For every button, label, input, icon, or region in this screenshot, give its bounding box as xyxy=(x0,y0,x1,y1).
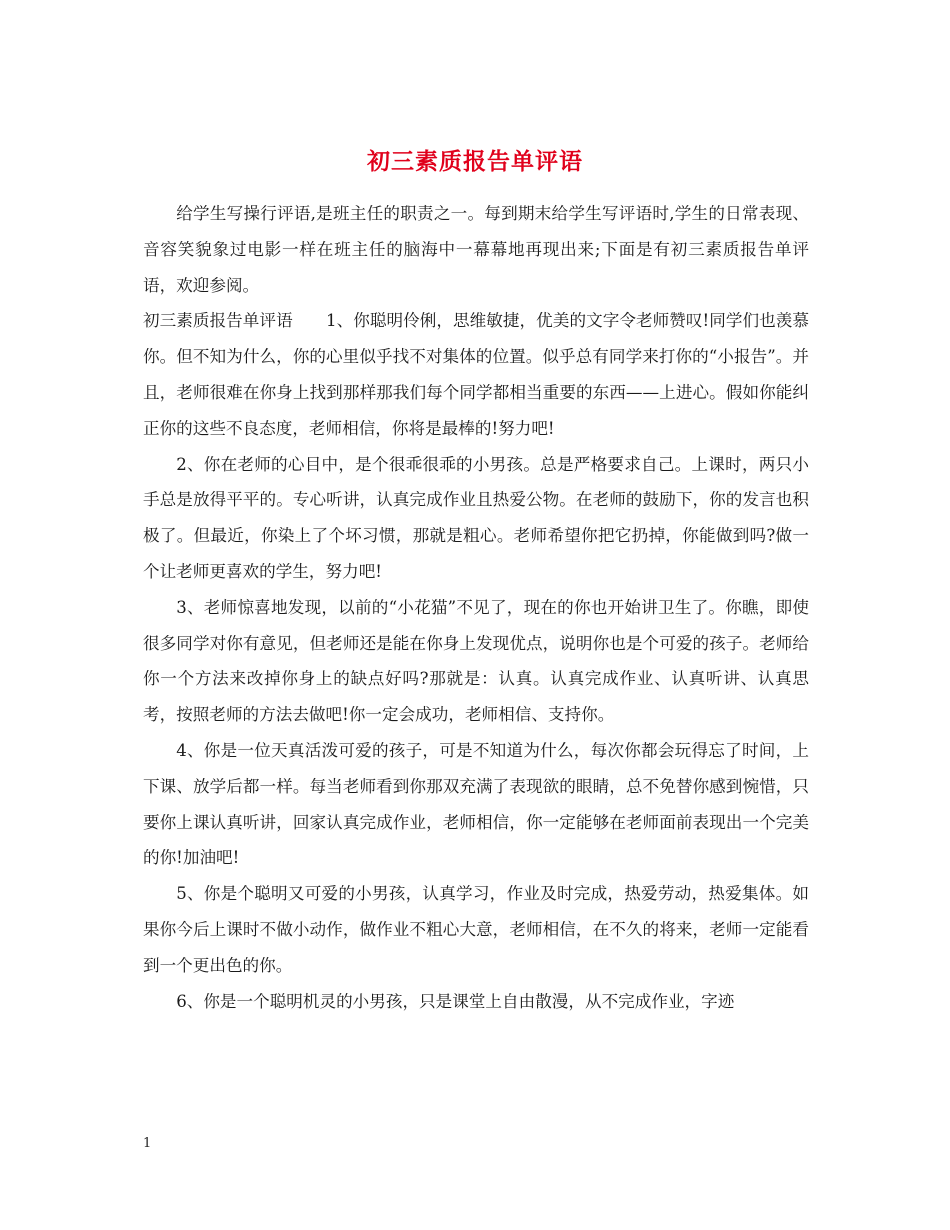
comment-paragraph-1: 初三素质报告单评语 1、你聪明伶俐，思维敏捷，优美的文字令老师赞叹!同学们也羡慕你。但不知为什么，你的心里似乎找不对集体的位置。似乎总有同学来打你的“小报告”。并且，老师很难在你身上找到那样那我们每个同学都相当重要的东西——上进心。假如你能纠正你的这些不良态度，老师相信，你将是最棒的!努力吧! xyxy=(143,311,809,438)
intro-paragraph: 给学生写操行评语,是班主任的职责之一。每到期末给学生写评语时,学生的日常表现、音容笑貌象过电影一样在班主任的脑海中一幕幕地再现出来;下面是有初三素质报告单评语，欢迎参阅。 xyxy=(143,204,809,295)
comment-paragraph-2: 2、你在老师的心目中，是个很乖很乖的小男孩。总是严格要求自己。上课时，两只小手总是放得平平的。专心听讲，认真完成作业且热爱公物。在老师的鼓励下，你的发言也积极了。但最近，你染上了个坏习惯，那就是粗心。老师希望你把它扔掉，你能做到吗?做一个让老师更喜欢的学生，努力吧! xyxy=(143,454,809,581)
comment-paragraph-3: 3、老师惊喜地发现，以前的“小花猫”不见了，现在的你也开始讲卫生了。你瞧，即使很多同学对你有意见，但老师还是能在你身上发现优点，说明你也是个可爱的孩子。老师给你一个方法来改掉你身上的缺点好吗?那就是：认真。认真完成作业、认真听讲、认真思考，按照老师的方法去做吧!你一定会成功，老师相信、支持你。 xyxy=(143,597,809,725)
document-title: 初三素质报告单评语 xyxy=(367,148,583,176)
comment-paragraph-5: 5、你是个聪明又可爱的小男孩，认真学习，作业及时完成，热爱劳动，热爱集体。如果你今后上课时不做小动作，做作业不粗心大意，老师相信，在不久的将来，老师一定能看到一个更出色的你。 xyxy=(143,884,809,975)
comment-paragraph-4: 4、你是一位天真活泼可爱的孩子，可是不知道为什么，每次你都会玩得忘了时间，上下课、放学后都一样。每当老师看到你那双充满了表现欲的眼睛，总不免替你感到惋惜，只要你上课认真听讲，回家认真完成作业，老师相信，你一定能够在老师面前表现出一个完美的你!加油吧! xyxy=(143,740,809,868)
comment-paragraph-6: 6、你是一个聪明机灵的小男孩，只是课堂上自由散漫，从不完成作业，字迹 xyxy=(176,991,735,1011)
document-body xyxy=(143,196,809,1019)
page-number: 1 xyxy=(143,1136,152,1151)
